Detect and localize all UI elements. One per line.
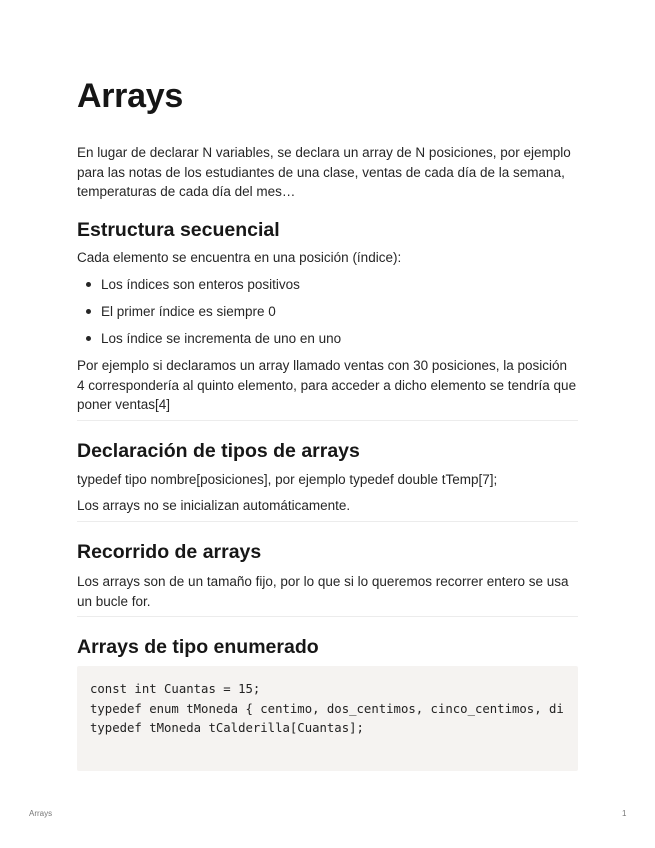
intro-paragraph: En lugar de declarar N variables, se declara un array de N posiciones, por ejemplo para las notas de los estudiantes de una clase, ventas de cada día de la semana, temperaturas de cada día del mes… <box>77 145 571 199</box>
declaracion-note: Los arrays no se inicializan automáticamente. <box>77 498 351 513</box>
estructura-bullet-list <box>77 275 578 356</box>
code-block <box>77 666 578 771</box>
heading-recorrido-arrays: Recorrido de arrays <box>77 541 262 563</box>
footer-title: Arrays <box>29 809 53 818</box>
code-line: typedef tMoneda tCalderilla[Cuantas]; <box>90 721 364 735</box>
list-item: El primer índice es siempre 0 <box>101 302 578 329</box>
section-divider <box>77 616 578 617</box>
declaracion-syntax: typedef tipo nombre[posiciones], por ejemplo typedef double tTemp[7]; <box>77 472 498 487</box>
recorrido-text: Los arrays son de un tamaño fijo, por lo que si lo queremos recorrer entero se usa un bucle for. <box>77 574 569 609</box>
estructura-example: Por ejemplo si declaramos un array llamado ventas con 30 posiciones, la posición 4 correspondería al quinto elemento, para acceder a dicho elemento se tendría que poner ventas[4] <box>77 358 577 412</box>
code-line: typedef enum tMoneda { centimo, dos_centimos, cinco_centimos, di <box>90 701 564 716</box>
section-divider <box>77 420 578 421</box>
list-item: Los índices son enteros positivos <box>101 275 578 302</box>
page-number: 1 <box>622 809 627 818</box>
section-divider <box>77 521 578 522</box>
estructura-lead: Cada elemento se encuentra en una posición (índice): <box>77 250 402 265</box>
code-line: const int Cuantas = 15; <box>90 682 261 696</box>
heading-arrays-enumerado: Arrays de tipo enumerado <box>77 636 319 658</box>
list-item: Los índice se incrementa de uno en uno <box>101 329 578 356</box>
page-title: Arrays <box>77 77 183 115</box>
heading-estructura-secuencial: Estructura secuencial <box>77 219 280 241</box>
heading-declaracion-tipos: Declaración de tipos de arrays <box>77 440 360 462</box>
